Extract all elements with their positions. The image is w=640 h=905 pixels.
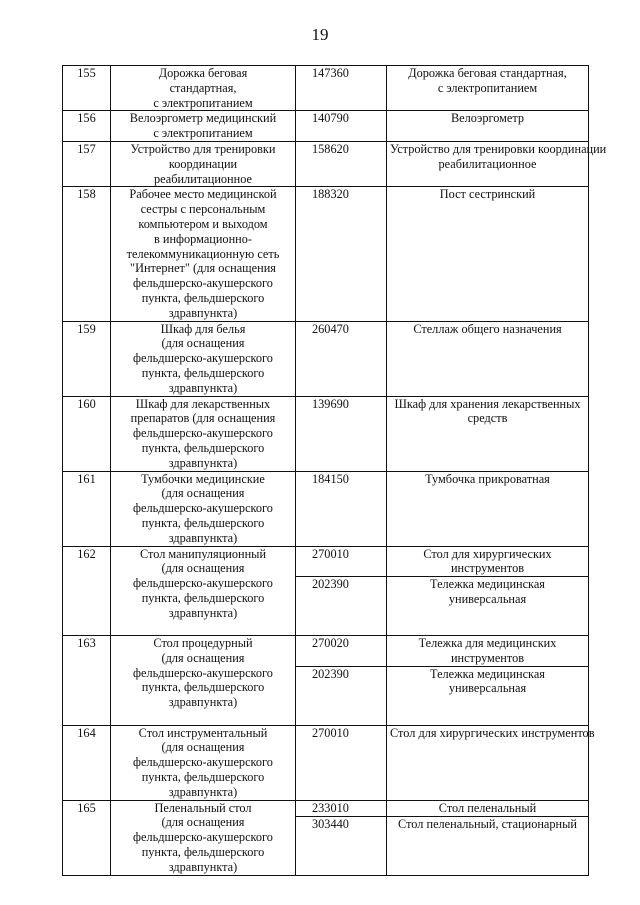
equipment-code: 158620 <box>296 141 387 186</box>
equipment-kind: Стол для хирургических инструментов <box>387 725 589 800</box>
equipment-kind: Тумбочка прикроватная <box>387 471 589 546</box>
row-number: 155 <box>63 66 111 111</box>
row-number: 158 <box>63 187 111 321</box>
equipment-name: Стол инструментальный (для оснащения фельдшерско-акушерского пункта, фельдшерского здравпункта) <box>111 725 296 800</box>
equipment-name: Шкаф для лекарственных препаратов (для оснащения фельдшерско-акушерского пункта, фельдшерского здравпункта) <box>111 396 296 471</box>
equipment-name: Рабочее место медицинской сестры с персональным компьютером и выходом в информационно- телекоммуникационную сеть "Интернет" (для оснащения фельдшерско-акушерского пункта, фельдшерского здравпункта) <box>111 187 296 321</box>
row-number: 161 <box>63 471 111 546</box>
equipment-kind: Устройство для тренировки координации реабилитационное <box>387 141 589 186</box>
table-row <box>63 725 589 800</box>
table-row <box>63 111 589 142</box>
equipment-kind: Стеллаж общего назначения <box>387 321 589 396</box>
equipment-kind: Тележка медицинская универсальная <box>387 666 589 725</box>
equipment-kind: Стол пеленальный, стационарный <box>387 816 589 875</box>
table-row <box>63 636 589 667</box>
table-row <box>63 66 589 111</box>
row-number: 157 <box>63 141 111 186</box>
equipment-code: 147360 <box>296 66 387 111</box>
row-number: 163 <box>63 636 111 726</box>
equipment-name: Стол манипуляционный (для оснащения фельдшерско-акушерского пункта, фельдшерского здравпункта) <box>111 546 296 636</box>
equipment-kind: Дорожка беговая стандартная, с электропитанием <box>387 66 589 111</box>
equipment-kind: Тележка медицинская универсальная <box>387 577 589 636</box>
equipment-code: 188320 <box>296 187 387 321</box>
table-row <box>63 321 589 396</box>
page-number: 19 <box>311 25 329 44</box>
equipment-code: 303440 <box>296 816 387 875</box>
equipment-kind: Пост сестринский <box>387 187 589 321</box>
row-number: 162 <box>63 546 111 636</box>
row-number: 164 <box>63 725 111 800</box>
equipment-code: 270020 <box>296 636 387 667</box>
equipment-code: 202390 <box>296 666 387 725</box>
equipment-kind: Шкаф для хранения лекарственных средств <box>387 396 589 471</box>
table-row <box>63 187 589 321</box>
row-number: 156 <box>63 111 111 142</box>
equipment-name: Устройство для тренировки координации реабилитационное <box>111 141 296 186</box>
equipment-kind: Тележка для медицинских инструментов <box>387 636 589 667</box>
table-row <box>63 800 589 816</box>
equipment-code: 140790 <box>296 111 387 142</box>
equipment-name: Пеленальный стол (для оснащения фельдшерско-акушерского пункта, фельдшерского здравпункта) <box>111 800 296 875</box>
row-number: 159 <box>63 321 111 396</box>
equipment-code: 233010 <box>296 800 387 816</box>
equipment-code: 270010 <box>296 725 387 800</box>
table-row <box>63 471 589 546</box>
row-number: 160 <box>63 396 111 471</box>
equipment-kind: Велоэргометр <box>387 111 589 142</box>
equipment-name: Тумбочки медицинские (для оснащения фельдшерско-акушерского пункта, фельдшерского здравпункта) <box>111 471 296 546</box>
table-row <box>63 396 589 471</box>
equipment-name: Велоэргометр медицинский с электропитанием <box>111 111 296 142</box>
equipment-name: Дорожка беговая стандартная, с электропитанием <box>111 66 296 111</box>
equipment-name: Стол процедурный (для оснащения фельдшерско-акушерского пункта, фельдшерского здравпункта) <box>111 636 296 726</box>
equipment-kind: Стол для хирургических инструментов <box>387 546 589 577</box>
equipment-code: 270010 <box>296 546 387 577</box>
equipment-code: 184150 <box>296 471 387 546</box>
equipment-code: 202390 <box>296 577 387 636</box>
table-row <box>63 141 589 186</box>
table-row <box>63 546 589 577</box>
equipment-code: 139690 <box>296 396 387 471</box>
equipment-code: 260470 <box>296 321 387 396</box>
equipment-table <box>62 65 607 876</box>
equipment-kind: Стол пеленальный <box>387 800 589 816</box>
equipment-name: Шкаф для белья (для оснащения фельдшерско-акушерского пункта, фельдшерского здравпункта) <box>111 321 296 396</box>
row-number: 165 <box>63 800 111 875</box>
